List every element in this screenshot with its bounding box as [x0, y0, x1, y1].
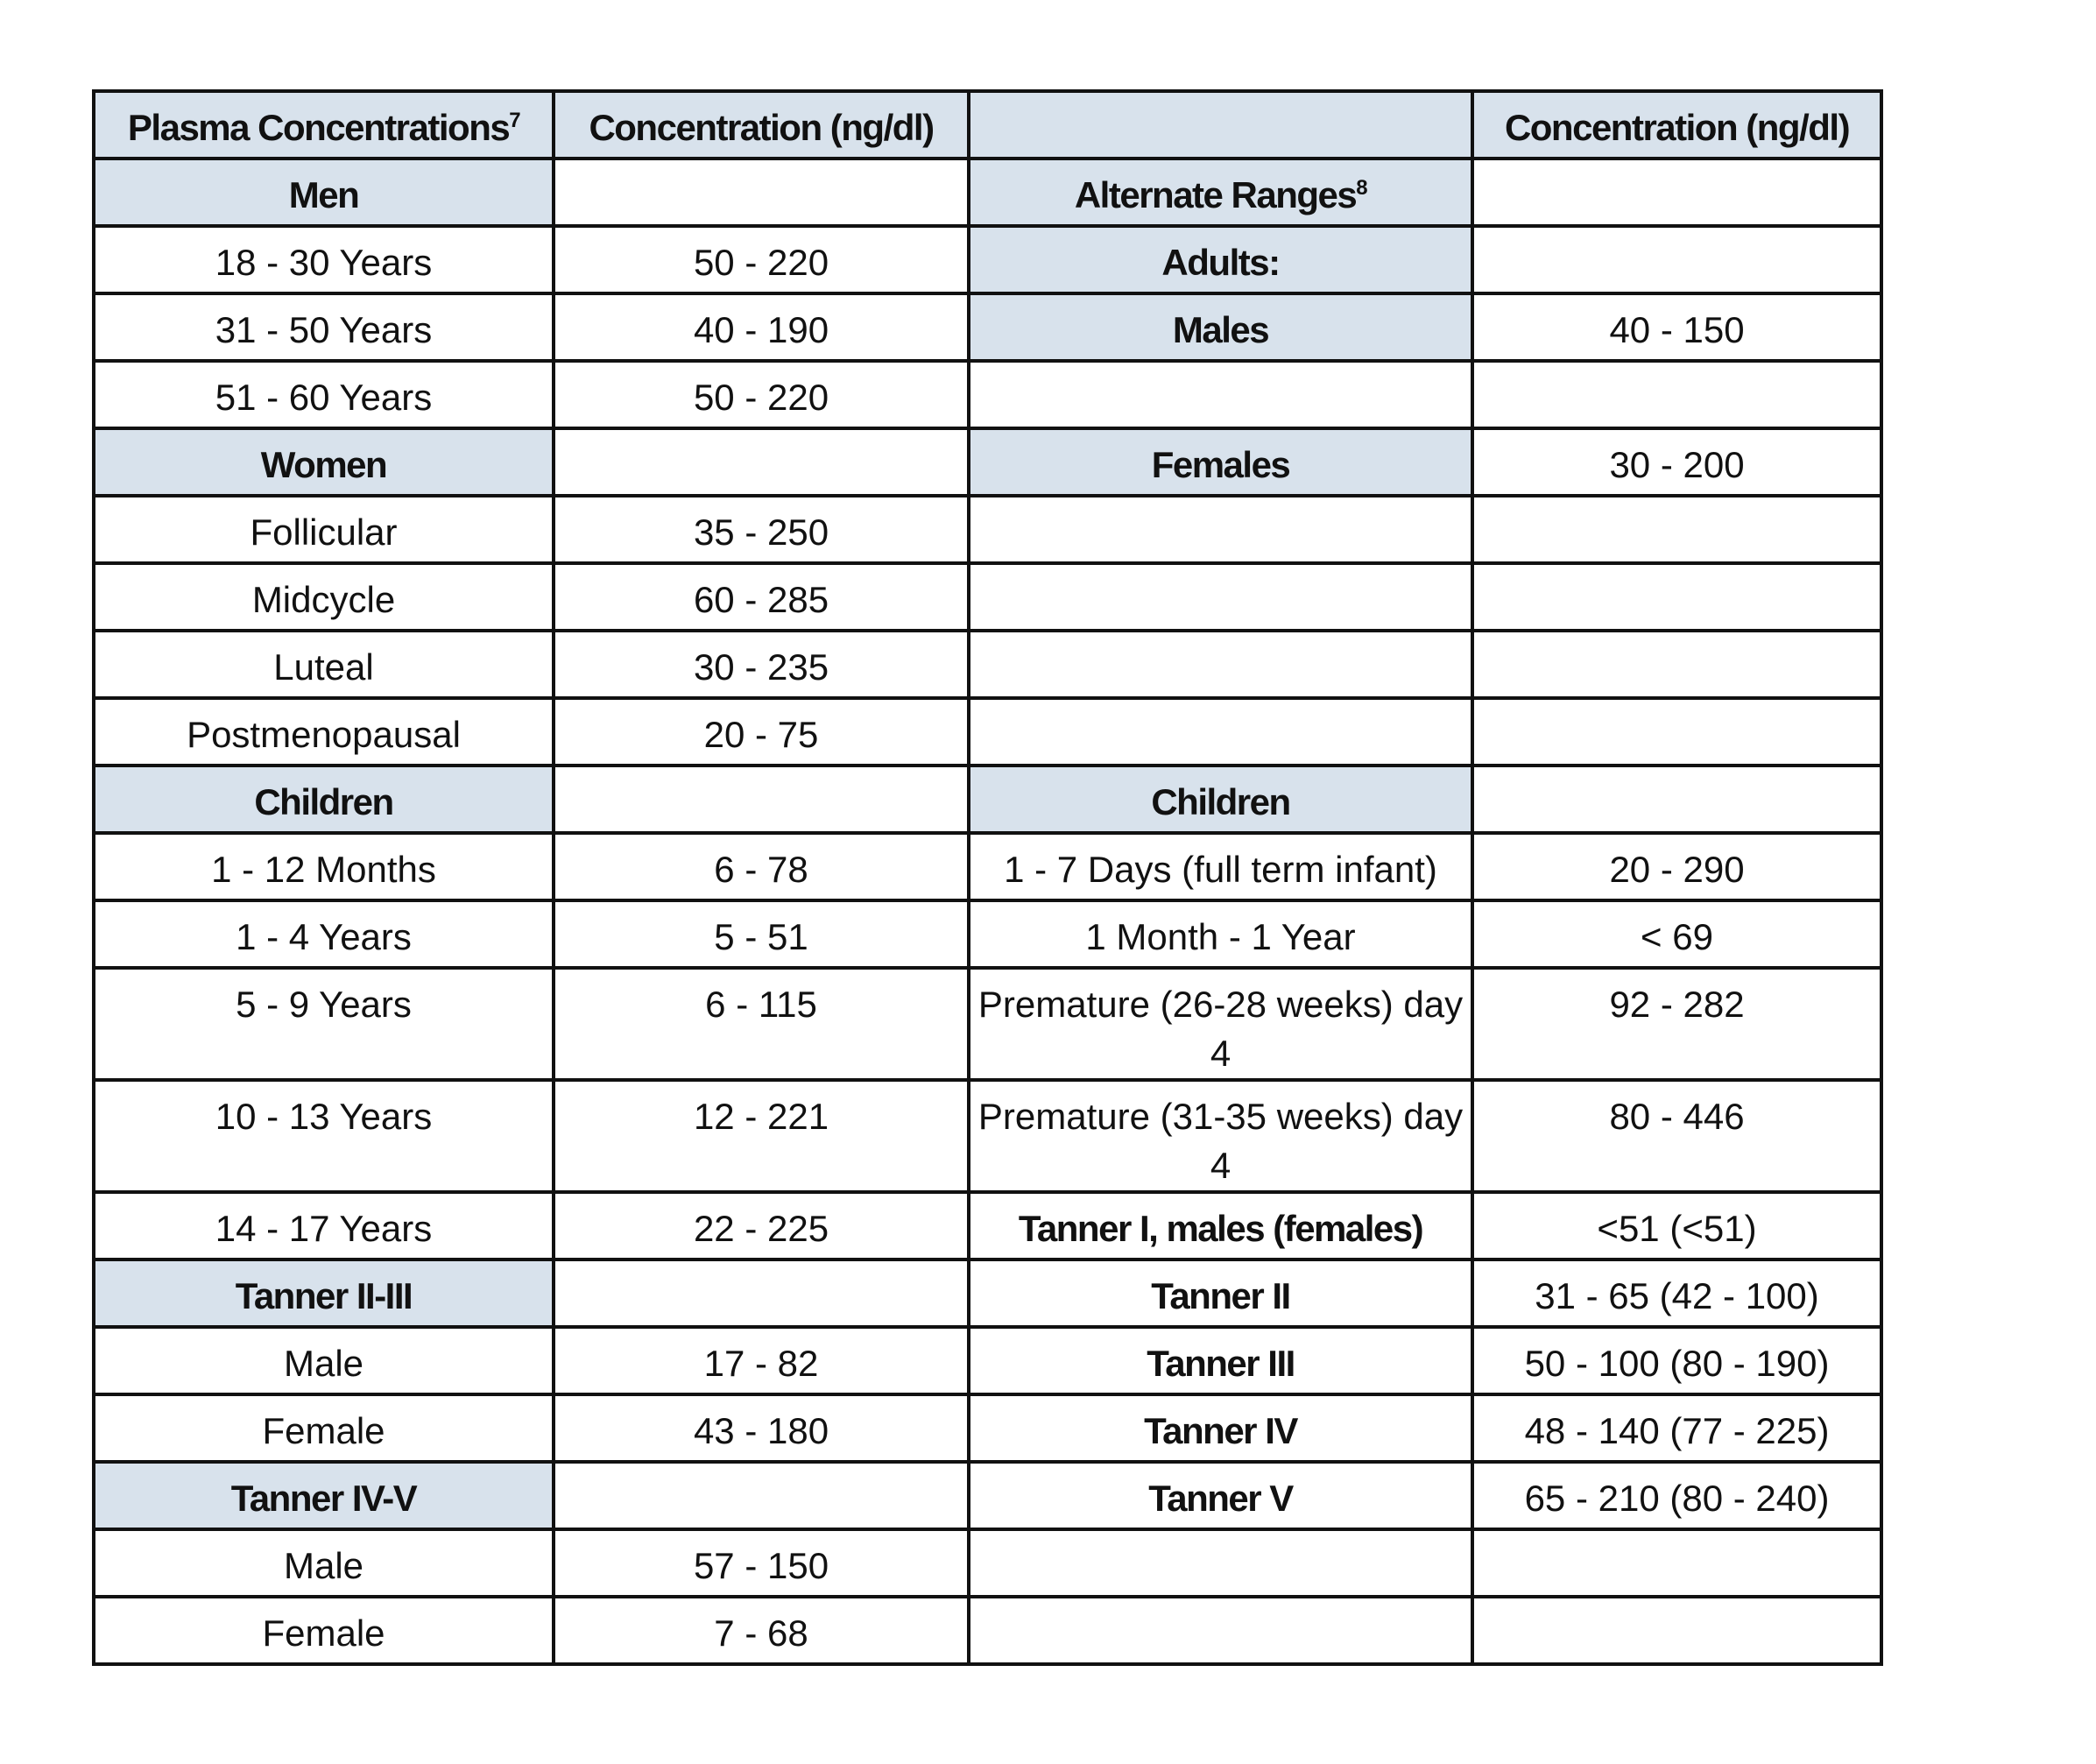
cell: 51 - 60 Years [94, 361, 554, 428]
cell: Female [94, 1394, 554, 1462]
cell [1472, 631, 1881, 698]
section-tanner-iv-v: Tanner IV-V [94, 1462, 554, 1529]
cell: 92 - 282 [1472, 968, 1881, 1080]
cell: Postmenopausal [94, 698, 554, 766]
cell: 43 - 180 [554, 1394, 969, 1462]
cell: 48 - 140 (77 - 225) [1472, 1394, 1881, 1462]
cell: 20 - 75 [554, 698, 969, 766]
cell [554, 1259, 969, 1327]
cell: 1 - 4 Years [94, 900, 554, 968]
cell [969, 496, 1472, 563]
table-row [94, 900, 1881, 968]
cell: 31 - 50 Years [94, 293, 554, 361]
cell-tanner-iii: Tanner III [969, 1327, 1472, 1394]
table-row [94, 293, 1881, 361]
table-row [94, 1394, 1881, 1462]
table-row [94, 1192, 1881, 1259]
cell [1472, 496, 1881, 563]
section-women: Women [94, 428, 554, 496]
cell: 57 - 150 [554, 1529, 969, 1597]
cell: 1 - 12 Months [94, 833, 554, 900]
cell: 60 - 285 [554, 563, 969, 631]
cell [554, 766, 969, 833]
cell [1472, 1597, 1881, 1664]
section-men: Men [94, 159, 554, 226]
cell: Midcycle [94, 563, 554, 631]
cell: 18 - 30 Years [94, 226, 554, 293]
cell: 50 - 100 (80 - 190) [1472, 1327, 1881, 1394]
cell: 22 - 225 [554, 1192, 969, 1259]
table-row [94, 1597, 1881, 1664]
section-alternate-ranges: Alternate Ranges$^8$ [969, 159, 1472, 226]
cell [554, 428, 969, 496]
table-row [94, 631, 1881, 698]
cell: 40 - 150 [1472, 293, 1881, 361]
table-row [94, 1462, 1881, 1529]
section-males: Males [969, 293, 1472, 361]
cell [1472, 226, 1881, 293]
cell: Female [94, 1597, 554, 1664]
cell: 6 - 78 [554, 833, 969, 900]
table-row [94, 766, 1881, 833]
cell-tanner-iv: Tanner IV [969, 1394, 1472, 1462]
table-row [94, 361, 1881, 428]
cell [554, 159, 969, 226]
cell: 31 - 65 (42 - 100) [1472, 1259, 1881, 1327]
cell [969, 698, 1472, 766]
table-row [94, 1080, 1881, 1192]
table-row [94, 698, 1881, 766]
header-plasma-concentrations: Plasma Concentrations$^7$ [94, 91, 554, 159]
cell: 6 - 115 [554, 968, 969, 1080]
table-header-row [94, 91, 1881, 159]
cell: 10 - 13 Years [94, 1080, 554, 1192]
table-row [94, 833, 1881, 900]
table-row [94, 563, 1881, 631]
table-row [94, 1259, 1881, 1327]
header-concentration-1: Concentration (ng/dl) [554, 91, 969, 159]
cell: 30 - 235 [554, 631, 969, 698]
table-row [94, 159, 1881, 226]
cell: 50 - 220 [554, 226, 969, 293]
cell: 40 - 190 [554, 293, 969, 361]
header-concentration-2: Concentration (ng/dl) [1472, 91, 1881, 159]
header-blank [969, 91, 1472, 159]
reference-range-table [92, 89, 1883, 1666]
cell: Male [94, 1529, 554, 1597]
cell: 65 - 210 (80 - 240) [1472, 1462, 1881, 1529]
table-row [94, 1529, 1881, 1597]
cell: Premature (31-35 weeks) day 4 [969, 1080, 1472, 1192]
section-females: Females [969, 428, 1472, 496]
cell: 35 - 250 [554, 496, 969, 563]
cell: 12 - 221 [554, 1080, 969, 1192]
cell [1472, 1529, 1881, 1597]
cell [1472, 159, 1881, 226]
cell: Follicular [94, 496, 554, 563]
cell [969, 631, 1472, 698]
cell-tanner-ii: Tanner II [969, 1259, 1472, 1327]
section-adults: Adults: [969, 226, 1472, 293]
cell [969, 361, 1472, 428]
cell: 30 - 200 [1472, 428, 1881, 496]
cell: Premature (26-28 weeks) day 4 [969, 968, 1472, 1080]
cell: 14 - 17 Years [94, 1192, 554, 1259]
cell [969, 1529, 1472, 1597]
cell [1472, 563, 1881, 631]
cell: 50 - 220 [554, 361, 969, 428]
cell [1472, 766, 1881, 833]
cell: 5 - 51 [554, 900, 969, 968]
cell: 7 - 68 [554, 1597, 969, 1664]
section-tanner-ii-iii: Tanner II-III [94, 1259, 554, 1327]
table-row [94, 1327, 1881, 1394]
cell: 1 Month - 1 Year [969, 900, 1472, 968]
table-row [94, 428, 1881, 496]
cell: 17 - 82 [554, 1327, 969, 1394]
cell: 5 - 9 Years [94, 968, 554, 1080]
cell: < 69 [1472, 900, 1881, 968]
table-row [94, 968, 1881, 1080]
section-children: Children [94, 766, 554, 833]
table-row [94, 496, 1881, 563]
cell-tanner-v: Tanner V [969, 1462, 1472, 1529]
cell [1472, 698, 1881, 766]
cell: 80 - 446 [1472, 1080, 1881, 1192]
cell: Male [94, 1327, 554, 1394]
section-children-alt: Children [969, 766, 1472, 833]
cell [1472, 361, 1881, 428]
cell: <51 (<51) [1472, 1192, 1881, 1259]
cell [969, 1597, 1472, 1664]
table-row [94, 226, 1881, 293]
cell [969, 563, 1472, 631]
cell: 20 - 290 [1472, 833, 1881, 900]
cell [554, 1462, 969, 1529]
cell: Luteal [94, 631, 554, 698]
cell-tanner-i: Tanner I, males (females) [969, 1192, 1472, 1259]
cell: 1 - 7 Days (full term infant) [969, 833, 1472, 900]
